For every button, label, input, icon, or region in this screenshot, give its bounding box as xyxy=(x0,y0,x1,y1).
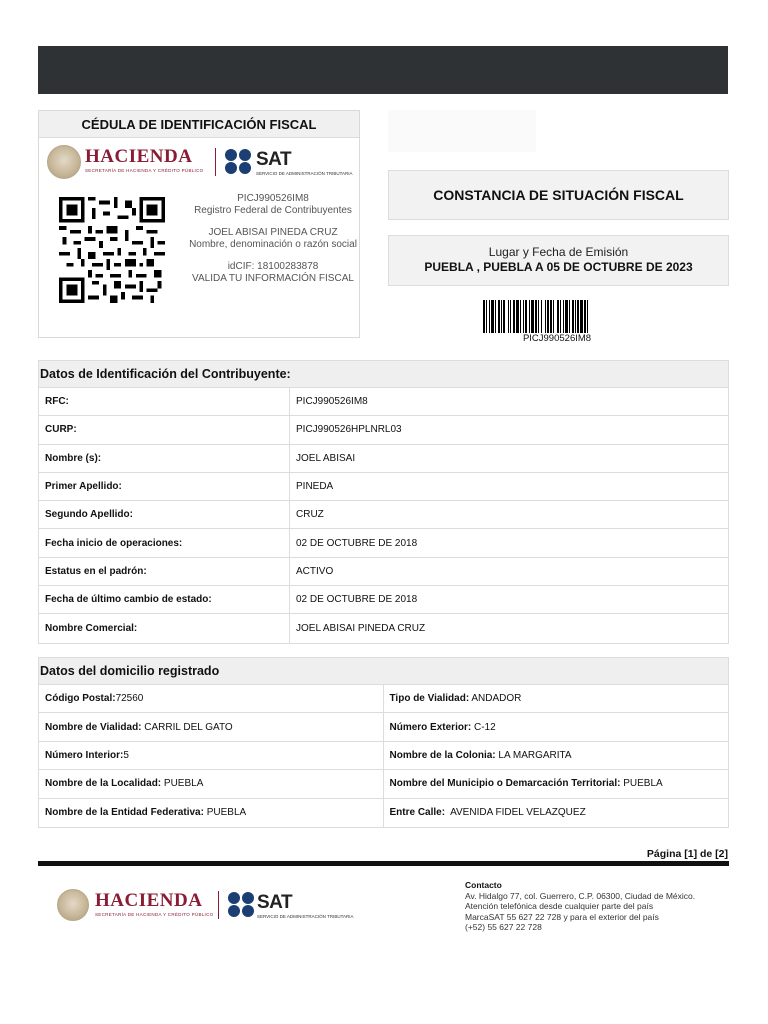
address-field xyxy=(384,799,729,827)
qr-code-icon xyxy=(59,195,165,305)
table-row xyxy=(39,586,728,614)
cedula-info xyxy=(189,193,357,295)
field-label: Código Postal: xyxy=(45,693,116,705)
field-label: Nombre Comercial: xyxy=(39,614,290,642)
field-value: CARRIL DEL GATO xyxy=(141,721,233,733)
identificacion-table xyxy=(38,360,729,644)
address-field xyxy=(39,685,384,712)
address-field xyxy=(384,770,729,797)
address-field xyxy=(39,742,384,769)
contact-address: Av. Hidalgo 77, col. Guerrero, C.P. 06300, Ciudad de México. xyxy=(465,890,696,901)
field-value: PICJ990526IM8 xyxy=(296,396,368,408)
constancia-title: CONSTANCIA DE SITUACIÓN FISCAL xyxy=(388,170,729,220)
table-row xyxy=(39,445,728,473)
hacienda-logo-subtitle: SECRETARÍA DE HACIENDA Y CRÉDITO PÚBLICO xyxy=(85,168,204,173)
hacienda-logo-text: HACIENDA xyxy=(85,146,193,167)
field-label: Tipo de Vialidad: xyxy=(389,693,470,705)
sat-logo-icon xyxy=(228,892,256,918)
hacienda-logo-subtitle: SECRETARÍA DE HACIENDA Y CRÉDITO PÚBLICO xyxy=(95,912,214,917)
table-row xyxy=(39,416,728,444)
field-value: ANDADOR xyxy=(469,693,522,705)
field-value: PINEDA xyxy=(296,481,334,493)
cedula-title: CÉDULA DE IDENTIFICACIÓN FISCAL xyxy=(39,111,359,138)
field-label: Fecha inicio de operaciones: xyxy=(39,529,290,556)
contact-phone-intl: (+52) 55 627 22 728 xyxy=(465,922,542,932)
table-row xyxy=(39,558,728,586)
contact-title: Contacto xyxy=(465,880,502,890)
field-label: Nombre de la Colonia: xyxy=(389,749,496,761)
field-label: Estatus en el padrón: xyxy=(39,558,290,585)
cedula-card xyxy=(38,110,360,338)
field-value: PUEBLA xyxy=(161,778,204,790)
page-indicator: Página [1] de [2] xyxy=(646,848,728,860)
sat-logo-subtitle: SERVICIO DE ADMINISTRACIÓN TRIBUTARIA xyxy=(257,914,354,919)
field-value: LA MARGARITA xyxy=(495,749,572,761)
table-row xyxy=(39,799,728,827)
cedula-valida: VALIDA TU INFORMACIÓN FISCAL xyxy=(192,273,354,284)
table-row xyxy=(39,501,728,529)
cedula-rfc: PICJ990526IM8 xyxy=(237,193,309,204)
sat-logo-subtitle: SERVICIO DE ADMINISTRACIÓN TRIBUTARIA xyxy=(256,171,353,176)
table-row xyxy=(39,713,728,741)
emision-value: PUEBLA , PUEBLA A 05 DE OCTUBRE DE 2023 xyxy=(424,260,693,274)
hacienda-seal-icon xyxy=(57,889,89,921)
hacienda-seal-icon xyxy=(47,145,81,179)
emision-box xyxy=(388,235,729,286)
sat-logo-text: SAT xyxy=(257,892,293,913)
field-label: Fecha de último cambio de estado: xyxy=(39,586,290,613)
contact-phone: MarcaSAT 55 627 22 728 y para el exterior del país xyxy=(465,911,659,922)
field-value: 02 DE OCTUBRE DE 2018 xyxy=(296,537,418,549)
field-value: 02 DE OCTUBRE DE 2018 xyxy=(296,594,418,606)
contact-block xyxy=(465,880,735,933)
field-label: Nombre del Municipio o Demarcación Territorial: xyxy=(389,778,621,790)
field-value: PUEBLA xyxy=(203,807,247,819)
address-field xyxy=(39,770,384,797)
logo-divider xyxy=(218,891,219,919)
field-value: 72560 xyxy=(115,693,144,705)
logo-divider xyxy=(215,148,216,176)
table-row xyxy=(39,529,728,557)
field-value: PUEBLA xyxy=(620,778,663,790)
field-value: CRUZ xyxy=(296,509,324,521)
address-field xyxy=(384,685,729,712)
field-value: PICJ990526HPLNRL03 xyxy=(296,424,402,436)
field-label: CURP: xyxy=(39,416,290,443)
table-row xyxy=(39,770,728,798)
hacienda-logo-text: HACIENDA xyxy=(95,890,203,911)
contact-phone-intro: Atención telefónica desde cualquier parte del país xyxy=(465,901,654,911)
address-field xyxy=(39,799,384,827)
table-row xyxy=(39,742,728,770)
field-value: AVENIDA FIDEL VELAZQUEZ xyxy=(445,807,586,819)
address-field xyxy=(39,713,384,740)
cedula-idcif: idCIF: 18100283878 xyxy=(227,261,319,272)
identificacion-title: Datos de Identificación del Contribuyente: xyxy=(39,361,728,388)
barcode-text: PICJ990526IM8 xyxy=(522,333,592,344)
footer-divider xyxy=(38,861,729,866)
field-label: Nombre de la Entidad Federativa: xyxy=(45,807,204,819)
cedula-rfc-label: Registro Federal de Contribuyentes xyxy=(194,205,352,216)
sat-logo-text: SAT xyxy=(256,149,292,170)
field-label: RFC: xyxy=(39,388,290,415)
field-value: ACTIVO xyxy=(296,565,334,577)
field-label: Número Interior: xyxy=(45,749,124,761)
field-label: Entre Calle: xyxy=(389,807,446,819)
domicilio-table xyxy=(38,657,729,828)
footer-logos xyxy=(55,886,355,926)
field-value: JOEL ABISAI xyxy=(296,452,356,464)
table-row xyxy=(39,614,728,642)
field-value: 5 xyxy=(123,749,129,761)
address-field xyxy=(384,742,729,769)
cedula-name-label: Nombre, denominación o razón social xyxy=(189,239,357,250)
table-row xyxy=(39,473,728,501)
table-row xyxy=(39,685,728,713)
cedula-name: JOEL ABISAI PINEDA CRUZ xyxy=(208,227,338,238)
field-value: C-12 xyxy=(471,721,496,733)
emision-label: Lugar y Fecha de Emisión xyxy=(488,245,629,259)
top-header-bar xyxy=(38,46,728,94)
field-label: Nombre de Vialidad: xyxy=(45,721,142,733)
address-field xyxy=(384,713,729,740)
field-label: Primer Apellido: xyxy=(39,473,290,500)
logos-row xyxy=(45,143,355,183)
sat-logo-icon xyxy=(225,149,253,175)
blank-header-box xyxy=(388,110,536,152)
table-row xyxy=(39,388,728,416)
field-label: Segundo Apellido: xyxy=(39,501,290,528)
field-label: Nombre de la Localidad: xyxy=(45,778,162,790)
domicilio-title: Datos del domicilio registrado xyxy=(39,658,728,685)
barcode-icon xyxy=(483,300,631,333)
field-label: Nombre (s): xyxy=(39,445,290,472)
field-label: Número Exterior: xyxy=(389,721,472,733)
field-value: JOEL ABISAI PINEDA CRUZ xyxy=(296,623,426,635)
